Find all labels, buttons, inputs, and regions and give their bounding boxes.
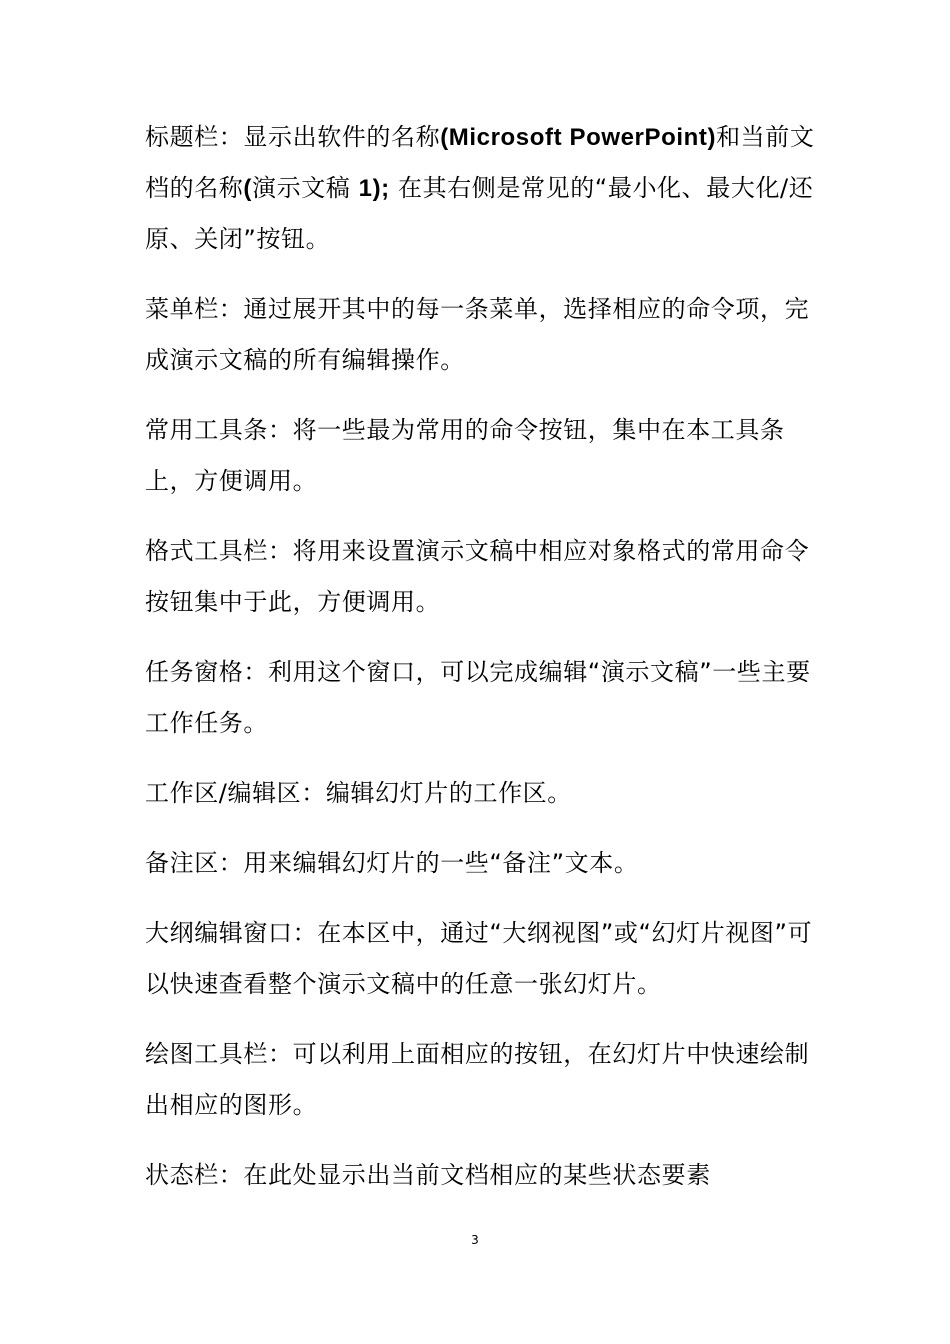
paragraph-text-run: 常用工具条：将一些最为常用的命令按钮，集中在本工具条上，方便调用。: [145, 416, 785, 495]
paragraph-text-run: 和当前文档的名称: [145, 123, 815, 202]
paragraph-text-run: 格式工具栏：将用来设置演示文稿中相应对象格式的常用命令按钮集中于此，方便调用。: [145, 537, 810, 616]
paragraph-latin-run: 1);: [358, 175, 390, 202]
paragraph-menu-bar: [145, 284, 817, 386]
paragraph-outline-window: [145, 908, 817, 1010]
paragraph-drawing-toolbar: [145, 1029, 817, 1131]
paragraph-status-bar: [145, 1150, 817, 1201]
paragraph-latin-run: (: [243, 175, 252, 202]
paragraph-text-run: 在其右侧是常见的“最小化、最大化/还原、关闭”按钮。: [145, 174, 814, 253]
paragraph-work-area: [145, 768, 817, 819]
paragraph-text-run: 绘图工具栏：可以利用上面相应的按钮，在幻灯片中快速绘制出相应的图形。: [145, 1040, 810, 1119]
paragraph-title-bar: [145, 112, 817, 265]
paragraph-text-run: 状态栏：在此处显示出当前文档相应的某些状态要素: [145, 1161, 711, 1189]
paragraph-standard-toolbar: [145, 405, 817, 507]
paragraph-latin-run: (Microsoft PowerPoint): [440, 124, 717, 151]
paragraph-text-run: 菜单栏：通过展开其中的每一条菜单，选择相应的命令项，完成演示文稿的所有编辑操作。: [145, 295, 810, 374]
document-body: [145, 112, 817, 1220]
paragraph-text-run: 备注区：用来编辑幻灯片的一些“备注”文本。: [145, 849, 639, 877]
paragraph-task-pane: [145, 647, 817, 749]
paragraph-format-toolbar: [145, 526, 817, 628]
paragraph-text-run: 演示文稿: [252, 174, 359, 202]
page-number: 3: [471, 1233, 479, 1247]
paragraph-notes-area: [145, 838, 817, 889]
paragraph-text-run: 工作区/编辑区：编辑幻灯片的工作区。: [145, 779, 572, 807]
paragraph-text-run: 大纲编辑窗口：在本区中，通过“大纲视图”或“幻灯片视图”可以快速查看整个演示文稿中的任意一张幻灯片。: [145, 919, 813, 998]
paragraph-text-run: 任务窗格：利用这个窗口，可以完成编辑“演示文稿”一些主要工作任务。: [145, 658, 811, 737]
paragraph-text-run: 标题栏：显示出软件的名称: [145, 123, 441, 151]
